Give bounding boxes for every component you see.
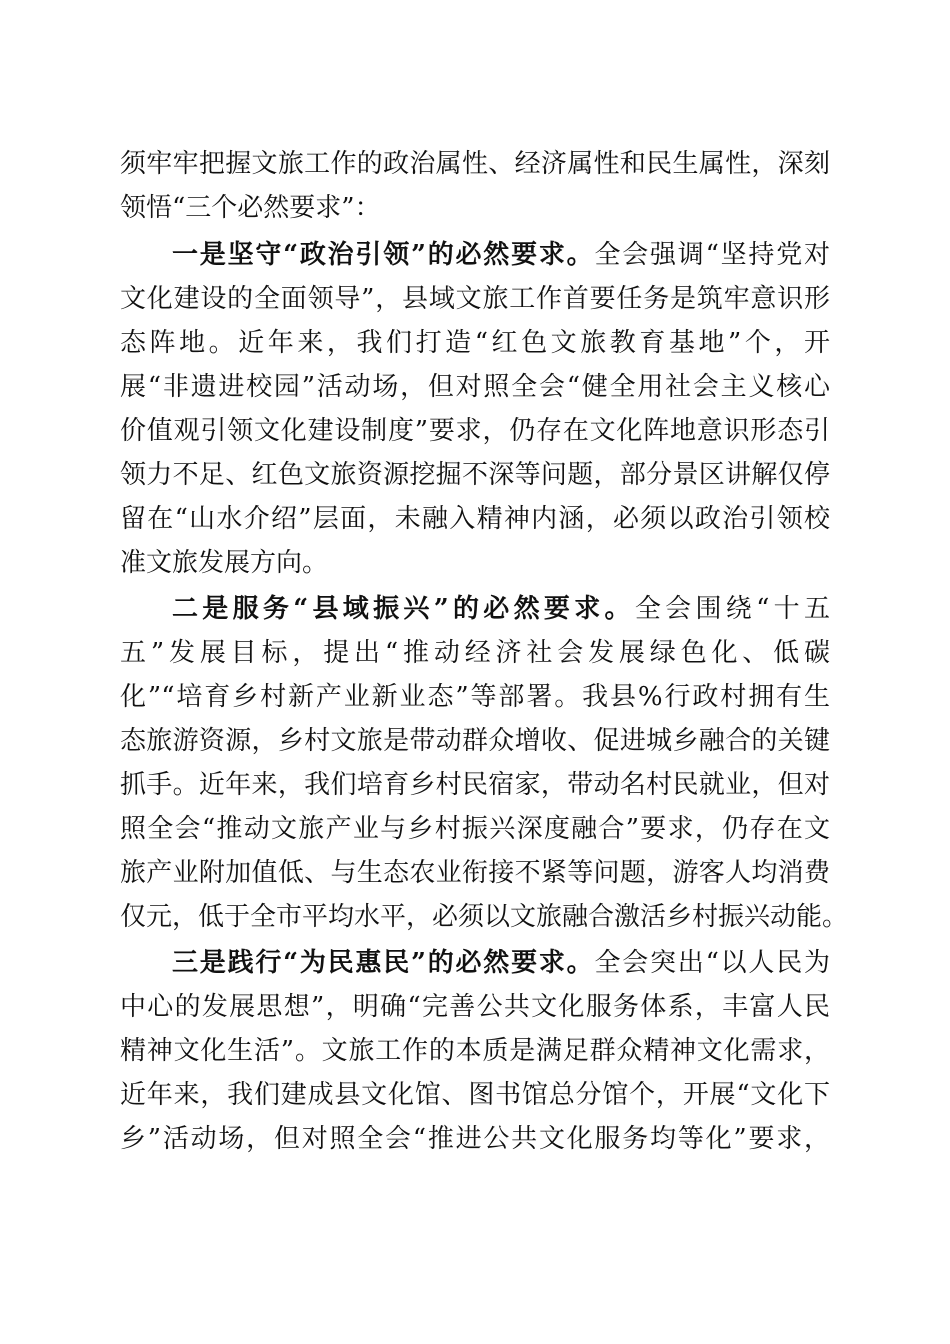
text-line: 抓手。近年来，我们培育乡村民宿家，带动名村民就业，但对	[120, 770, 830, 800]
text-line: 留在“山水介绍”层面，未融入精神内涵，必须以政治引领校	[120, 504, 830, 534]
text-line: 领力不足、红色文旅资源挖掘不深等问题，部分景区讲解仅停	[120, 460, 830, 490]
text-line: 乡”活动场，但对照全会“推进公共文化服务均等化”要求，	[120, 1124, 830, 1154]
bold-heading: 三是践行“为民惠民”的必然要求。	[172, 948, 595, 978]
text-line: 仅元，低于全市平均水平，必须以文旅融合激活乡村振兴动能。	[120, 902, 849, 932]
text-line: 精神文化生活”。文旅工作的本质是满足群众精神文化需求，	[120, 1036, 830, 1066]
paragraph-first-line	[172, 941, 830, 985]
text-line: 旅产业附加值低、与生态农业衔接不紧等问题，游客人均消费	[120, 858, 830, 888]
text-line: 文化建设的全面领导”，县域文旅工作首要任务是筑牢意识形	[120, 284, 830, 314]
text-line: 近年来，我们建成县文化馆、图书馆总分馆个，开展“文化下	[120, 1080, 830, 1110]
text-line: 领悟“三个必然要求”：	[120, 193, 381, 223]
paragraph-first-line	[172, 587, 830, 631]
text-line: 五”发展目标，提出“推动经济社会发展绿色化、低碳	[120, 638, 830, 668]
paragraph-first-line	[172, 233, 830, 277]
text-line: 准文旅发展方向。	[120, 548, 329, 578]
bold-heading: 二是服务“县域振兴”的必然要求。	[172, 594, 635, 624]
text-span: 全会突出“以人民为	[594, 948, 830, 978]
text-line: 价值观引领文化建设制度”要求，仍存在文化阵地意识形态引	[120, 416, 830, 446]
text-line: 中心的发展思想”，明确“完善公共文化服务体系，丰富人民	[120, 992, 830, 1022]
text-span: 全会围绕“十五	[634, 594, 830, 624]
text-line: 态旅游资源，乡村文旅是带动群众增收、促进城乡融合的关键	[120, 726, 830, 756]
text-line: 照全会“推动文旅产业与乡村振兴深度融合”要求，仍存在文	[120, 814, 830, 844]
text-line: 展“非遗进校园”活动场，但对照全会“健全用社会主义核心	[120, 372, 830, 402]
bold-heading: 一是坚守“政治引领”的必然要求。	[172, 240, 595, 270]
text-line: 化”“培育乡村新产业新业态”等部署。我县%行政村拥有生	[120, 682, 830, 712]
text-line: 须牢牢把握文旅工作的政治属性、经济属性和民生属性，深刻	[120, 149, 830, 179]
text-line: 态阵地。近年来，我们打造“红色文旅教育基地”个，开	[120, 328, 830, 358]
text-span: 全会强调“坚持党对	[594, 240, 830, 270]
